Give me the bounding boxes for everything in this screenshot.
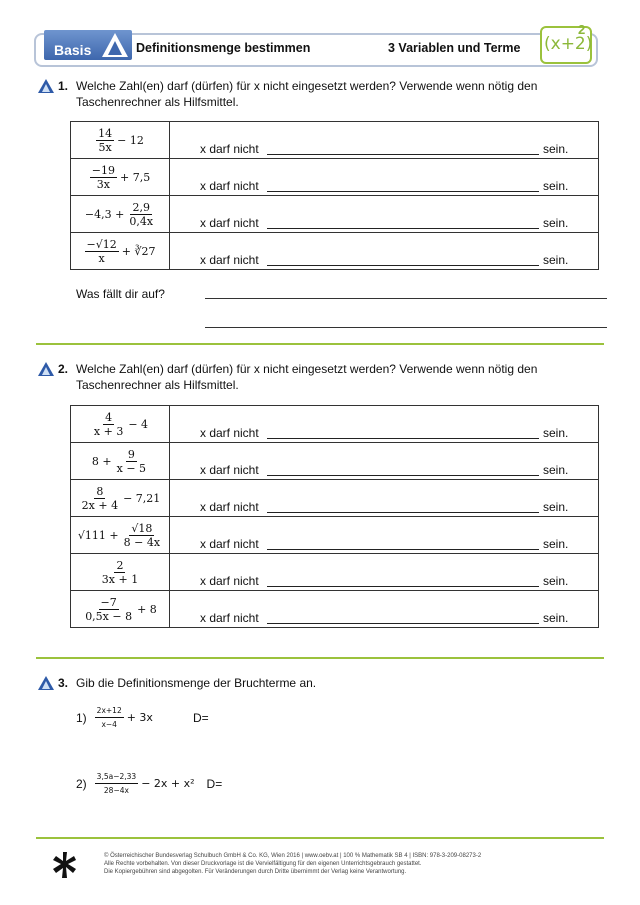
- answer-cell[interactable]: x darf nicht sein.: [170, 122, 599, 159]
- term-cell: $\frac{2}{3x + 1}$: [71, 554, 170, 591]
- term-cell: √111 + $\frac{√18}{8 - 4x}$: [71, 517, 170, 554]
- table-row: [71, 196, 599, 233]
- task3-item-2: 2) $\frac{3,5a-2,33}{28-4x}$ − 2x + x² D=: [76, 772, 223, 795]
- task2-number: 2.: [58, 362, 69, 376]
- table-row: [71, 517, 599, 554]
- table-row: [71, 591, 599, 628]
- task3-number: 3.: [58, 676, 69, 690]
- term-cell: $\frac{8}{2x + 4}$ − 7,21: [71, 480, 170, 517]
- table-row: [71, 122, 599, 159]
- task3-text: Gib die Definitionsmenge der Bruchterme an.: [76, 676, 317, 690]
- answer-line[interactable]: [205, 327, 607, 328]
- term-cell: −4,3 + $\frac{2,9}{0,4x}$: [71, 196, 170, 233]
- basis-triangle-icon: [100, 31, 130, 59]
- answer-cell[interactable]: x darf nicht sein.: [170, 406, 599, 443]
- table-row: [71, 159, 599, 196]
- answer-label[interactable]: D=: [206, 776, 223, 791]
- term-cell: $\frac{-7}{0,5x - 8}$ + 8: [71, 591, 170, 628]
- table-row: [71, 233, 599, 270]
- answer-cell[interactable]: x darf nicht sein.: [170, 554, 599, 591]
- logo-text: (x+2): [544, 34, 593, 54]
- answer-label[interactable]: D=: [192, 710, 209, 725]
- term-cell: $\frac{14}{5x}$ − 12: [71, 122, 170, 159]
- section-divider: [36, 837, 604, 839]
- answer-cell[interactable]: x darf nicht sein.: [170, 233, 599, 270]
- term-cell: 8 + $\frac{9}{x - 5}$: [71, 443, 170, 480]
- page-title: Definitionsmenge bestimmen: [136, 41, 311, 55]
- table-row: [71, 443, 599, 480]
- task1-text: Welche Zahl(en) darf (dürfen) für x nicht eingesetzt werden? Verwende wenn nötig den Taschenrechner als Hilfsmittel.: [76, 79, 538, 109]
- answer-cell[interactable]: x darf nicht sein.: [170, 517, 599, 554]
- task1-table: [70, 121, 599, 270]
- difficulty-triangle-icon: [38, 676, 54, 690]
- basis-label: Basis: [54, 42, 92, 58]
- task1-number: 1.: [58, 79, 69, 93]
- task3-item-1: 1) $\frac{2x+12}{x-4}$ + 3x D=: [76, 706, 209, 729]
- term-cell: $\frac{4}{x + 3}$ − 4: [71, 406, 170, 443]
- answer-cell[interactable]: x darf nicht sein.: [170, 591, 599, 628]
- task2-text: Welche Zahl(en) darf (dürfen) für x nicht eingesetzt werden? Verwende wenn nötig den Taschenrechner als Hilfsmittel.: [76, 362, 538, 392]
- publisher-logo-icon: [50, 850, 80, 880]
- table-row: [71, 554, 599, 591]
- section-divider: [36, 343, 604, 345]
- answer-cell[interactable]: x darf nicht sein.: [170, 196, 599, 233]
- section-divider: [36, 657, 604, 659]
- task1-question: Was fällt dir auf?: [76, 287, 165, 301]
- difficulty-triangle-icon: [38, 362, 54, 376]
- answer-cell[interactable]: x darf nicht sein.: [170, 480, 599, 517]
- term-cell: $\frac{-19}{3x}$ + 7,5: [71, 159, 170, 196]
- table-row: [71, 406, 599, 443]
- table-row: [71, 480, 599, 517]
- chapter-title: 3 Variablen und Terme: [388, 41, 521, 55]
- logo-sup: 2: [578, 22, 586, 37]
- difficulty-triangle-icon: [38, 79, 54, 93]
- answer-cell[interactable]: x darf nicht sein.: [170, 443, 599, 480]
- footer-copyright: © Österreichischer Bundesverlag Schulbuch GmbH & Co. KG, Wien 2016 | www.oebv.at | 100 % Mathematik SB 4 | ISBN: 978-3-209-08273-2 Alle Rechte vorbehalten. Von dieser Druckvorlage ist die Vervielfältigung für den eigenen Unterrichtsgebrauch gestattet. Die Kopiergebühren sind abgegolten. Für Veränderungen durch Dritte übernimmt der Verlag keine Verantwortung.: [104, 853, 482, 875]
- task2-table: [70, 405, 599, 628]
- term-cell: $\frac{-√12}{x}$ + ∛27: [71, 233, 170, 270]
- answer-line[interactable]: [205, 298, 607, 299]
- answer-cell[interactable]: x darf nicht sein.: [170, 159, 599, 196]
